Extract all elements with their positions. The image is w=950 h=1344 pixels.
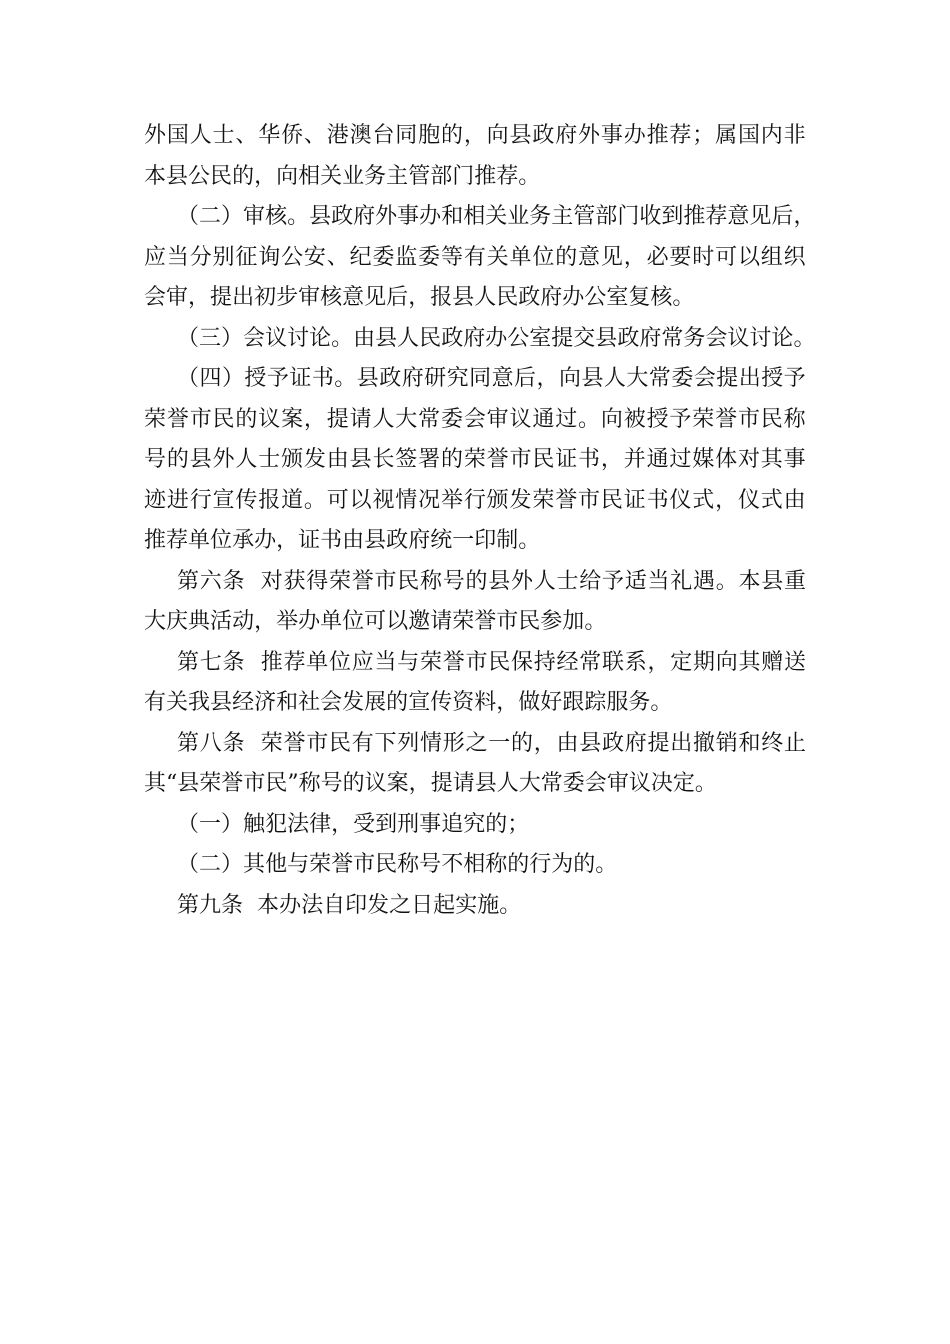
text-line: 第 九 条 本 办 法 自 印 发 之 日 起 实 施 。	[177, 892, 522, 918]
text-line: 第 八 条 荣 誉 市 民 有 下 列 情 形 之 一 的 ， 由 县 政 府 提 出 撤 销 和 终 止	[177, 730, 806, 756]
text-line: 第 六 条 对 获 得 荣 誉 市 民 称 号 的 县 外 人 士 给 予 适 当 礼 遇 。 本 县 重	[177, 568, 806, 594]
text-line: 大 庆 典 活 动 ， 举 办 单 位 可 以 邀 请 荣 誉 市 民 参 加 。	[144, 609, 607, 634]
text-line: 有 关 我 县 经 济 和 社 会 发 展 的 宣 传 资 料 ， 做 好 跟 踪 服 务 。	[144, 690, 673, 715]
text-line: 荣 誉 市 民 的 议 案 ， 提 请 人 大 常 委 会 审 议 通 过 。 向 被 授 予 荣 誉 市 民 称	[144, 406, 806, 432]
text-line: 外 国 人 士 、 华 侨 、 港 澳 台 同 胞 的 ， 向 县 政 府 外 事 办 推 荐 ； 属 国 内 非	[144, 123, 806, 148]
text-line: （ 四 ） 授 予 证 书 。 县 政 府 研 究 同 意 后 ， 向 县 人 大 常 委 会 提 出 授 予	[177, 366, 806, 391]
text-line: 第 七 条 推 荐 单 位 应 当 与 荣 誉 市 民 保 持 经 常 联 系 ， 定 期 向 其 赠 送	[177, 649, 806, 675]
text-line: （ 一 ） 触 犯 法 律 ， 受 到 刑 事 追 究 的 ；	[177, 811, 530, 837]
text-line: 其 “ 县 荣 誉 市 民 ” 称 号 的 议 案 ， 提 请 县 人 大 常 委 会 审 议 决 定 。	[144, 771, 717, 796]
text-line: 应 当 分 别 征 询 公 安 、 纪 委 监 委 等 有 关 单 位 的 意 见 ， 必 要 时 可 以 组 织	[144, 244, 806, 270]
document-body	[144, 116, 844, 926]
text-line: （ 二 ） 审 核 。 县 政 府 外 事 办 和 相 关 业 务 主 管 部 门 收 到 推 荐 意 见 后 ，	[177, 204, 816, 229]
text-line: 本 县 公 民 的 ， 向 相 关 业 务 主 管 部 门 推 荐 。	[144, 163, 541, 189]
text-line: 迹 进 行 宣 传 报 道 。 可 以 视 情 况 举 行 颁 发 荣 誉 市 民 证 书 仪 式 ， 仪 式 由	[144, 487, 806, 513]
text-line: 号 的 县 外 人 士 颁 发 由 县 长 签 署 的 荣 誉 市 民 证 书 ， 并 通 过 媒 体 对 其 事	[144, 447, 806, 472]
text-line: 会 审 ， 提 出 初 步 审 核 意 见 后 ， 报 县 人 民 政 府 办 公 室 复 核 。	[144, 285, 695, 310]
text-line: （ 二 ） 其 他 与 荣 誉 市 民 称 号 不 相 称 的 行 为 的 。	[177, 852, 618, 877]
text-line: 推 荐 单 位 承 办 ， 证 书 由 县 政 府 统 一 印 制 。	[144, 528, 541, 553]
text-line: （ 三 ） 会 议 讨 论 。 由 县 人 民 政 府 办 公 室 提 交 县 政 府 常 务 会 议 讨 论 。	[177, 325, 816, 351]
